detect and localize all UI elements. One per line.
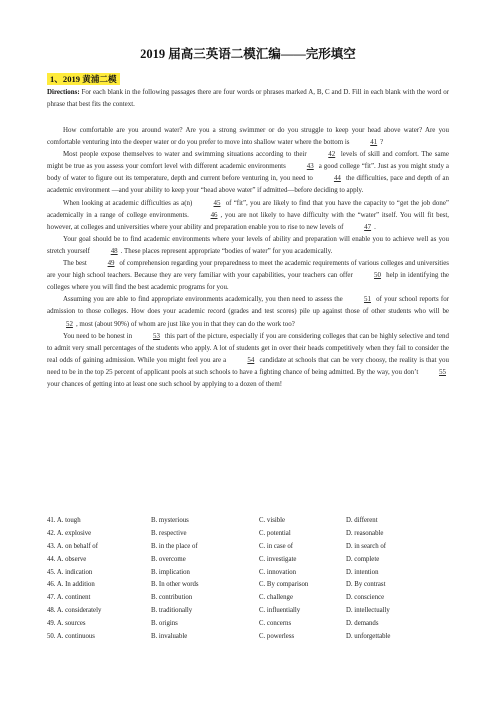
option-c: C. By comparison [259,581,309,589]
option-d: D. in search of [346,542,387,550]
option-d: D. intellectually [346,607,390,615]
directions [47,86,449,110]
option-row [47,579,457,592]
option-c: C. investigate [259,555,297,563]
passage-paragraph: You need to be honest in 53 this part of the picture, especially if you are considering colleges that can be highly selective and tend to admit very small percentages of the students who apply. A lot of students get in over their heads competitively when they fail to consider the real odds of gaining admission. While you might feel you are a 54 candidate at schools that can be very choosy, the reality is that you need to be in the top 25 percent of applicant pools at such schools to have a fighting chance of being admitted. By the way, you don’t 55 your chances of getting into at least one such school by applying to a dozen of them! [47,331,449,388]
option-b: B. overcome [151,555,186,563]
option-d: D. complete [346,555,380,563]
option-b: B. origins [151,620,178,628]
blank-43: 43 [306,162,314,171]
blank-45: 45 [213,198,221,207]
option-a: 46. A. In addition [47,581,95,589]
blank-53: 53 [152,331,160,340]
option-b: B. respective [151,529,187,537]
option-a: 42. A. explosive [47,529,92,537]
option-row [47,515,457,528]
blank-41: 41 [370,138,378,147]
option-b: B. in the place of [151,542,198,550]
option-c: C. influentially [259,607,301,615]
option-row [47,541,457,554]
directions-label: Directions: [47,88,80,96]
blank-51: 51 [363,295,371,304]
blank-49: 49 [107,259,115,268]
option-c: C. concerns [259,620,292,628]
option-b: B. traditionally [151,607,193,615]
option-row [47,528,457,541]
option-row [47,605,457,618]
blank-54: 54 [247,355,255,364]
option-d: D. intention [346,568,379,576]
blank-42: 42 [328,150,336,159]
option-c: C. in case of [259,542,293,550]
blank-46: 46 [210,210,218,219]
blank-47: 47 [364,222,372,231]
option-row [47,567,457,580]
blank-48: 48 [110,246,118,255]
blank-52: 52 [66,319,73,328]
option-c: C. visible [259,517,286,524]
option-d: D. conscience [346,594,385,602]
option-c: C. powerless [259,633,295,641]
option-d: D. different [346,517,378,524]
option-d: D. By contrast [346,581,386,589]
option-b: B. contribution [151,594,193,602]
option-d: D. demands [346,620,379,628]
blank-55: 55 [439,367,446,376]
option-d: D. reasonable [346,529,384,537]
option-a: 49. A. sources [47,620,86,628]
passage-paragraph: Your goal should be to find academic environments where your levels of ability and preparation will enable you to achieve well as you stretch yourself 48 . These places represent appropriate “bodies of water” for you academically. [47,233,449,257]
passage-paragraph: When looking at academic difficulties as a(n) 45 of “fit”, you are likely to find that you have the capacity to “get the job done” academically in a range of college environments. 46 , you are not likely to have difficulty with the “water” itself. You will fit best, however, at colleges and universities where your ability and preparation enable you to rise to new levels of 47 . [47,197,449,233]
option-b: B. implication [151,568,190,576]
option-a: 48. A. considerately [47,607,102,615]
directions-text: For each blank in the following passages there are four words or phrases marked A, B, C and D. Fill in each blank with the word or phrase that best fits the context. [47,88,449,109]
blank-50: 50 [374,271,381,280]
option-row [47,554,457,567]
option-a: 47. A. continent [47,594,91,602]
passage-paragraph: Most people expose themselves to water and swimming situations according to their 42 levels of skill and comfort. The same might be true as you assess your comfort level with different academic environments 43 a good college “fit”. Just as you might study a body of water to figure out its temperature, depth and current before venturing in, you need to 44 the difficulties, pace and depth of an academic environment —and your ability to keep your “head above water” if admitted—before deciding to apply. [47,150,449,195]
option-b: B. mysterious [151,517,189,524]
option-d: D. unforgettable [346,633,391,641]
section-heading: 1、2019 黄浦二模 [47,73,120,85]
option-c: C. innovation [259,568,297,576]
option-c: C. challenge [259,594,293,602]
option-a: 50. A. continuous [47,633,95,641]
passage-paragraph: Assuming you are able to find appropriate environments academically, you then need to assess the 51 of your school reports for admission to those colleges. How does your academic record (grades and test scores) pile up against those of other students who will be 52 , most (about 90%) of whom are just like you in that they can do the work too? [47,293,449,329]
option-row [47,592,457,605]
option-b: B. In other words [151,581,199,589]
option-row [47,631,457,644]
document-title: 2019 届高三英语二模汇编——完形填空 [140,47,356,61]
option-b: B. invaluable [151,633,188,641]
option-a: 45. A. indication [47,568,93,576]
options-list [47,515,457,644]
option-a: 43. A. on behalf of [47,542,98,550]
blank-44: 44 [333,174,341,183]
passage [47,124,449,390]
option-a: 44. A. observe [47,555,87,563]
passage-paragraph: How comfortable are you around water? Are you a strong swimmer or do you struggle to keep your head above water? Are you comfortable venturing into the deeper water or do you prefer to move into shallow water where the bottom is 41 ? [47,124,449,148]
passage-paragraph: The best 49 of comprehension regarding your preparedness to meet the academic requirements of various colleges and universities are your high school teachers. Because they are very familiar with your capabilities, your teachers can offer 50 help in identifying the colleges where you will find the best academic programs for you. [47,259,449,292]
option-c: C. potential [259,529,291,537]
option-row [47,618,457,631]
option-a: 41. A. tough [47,517,81,524]
